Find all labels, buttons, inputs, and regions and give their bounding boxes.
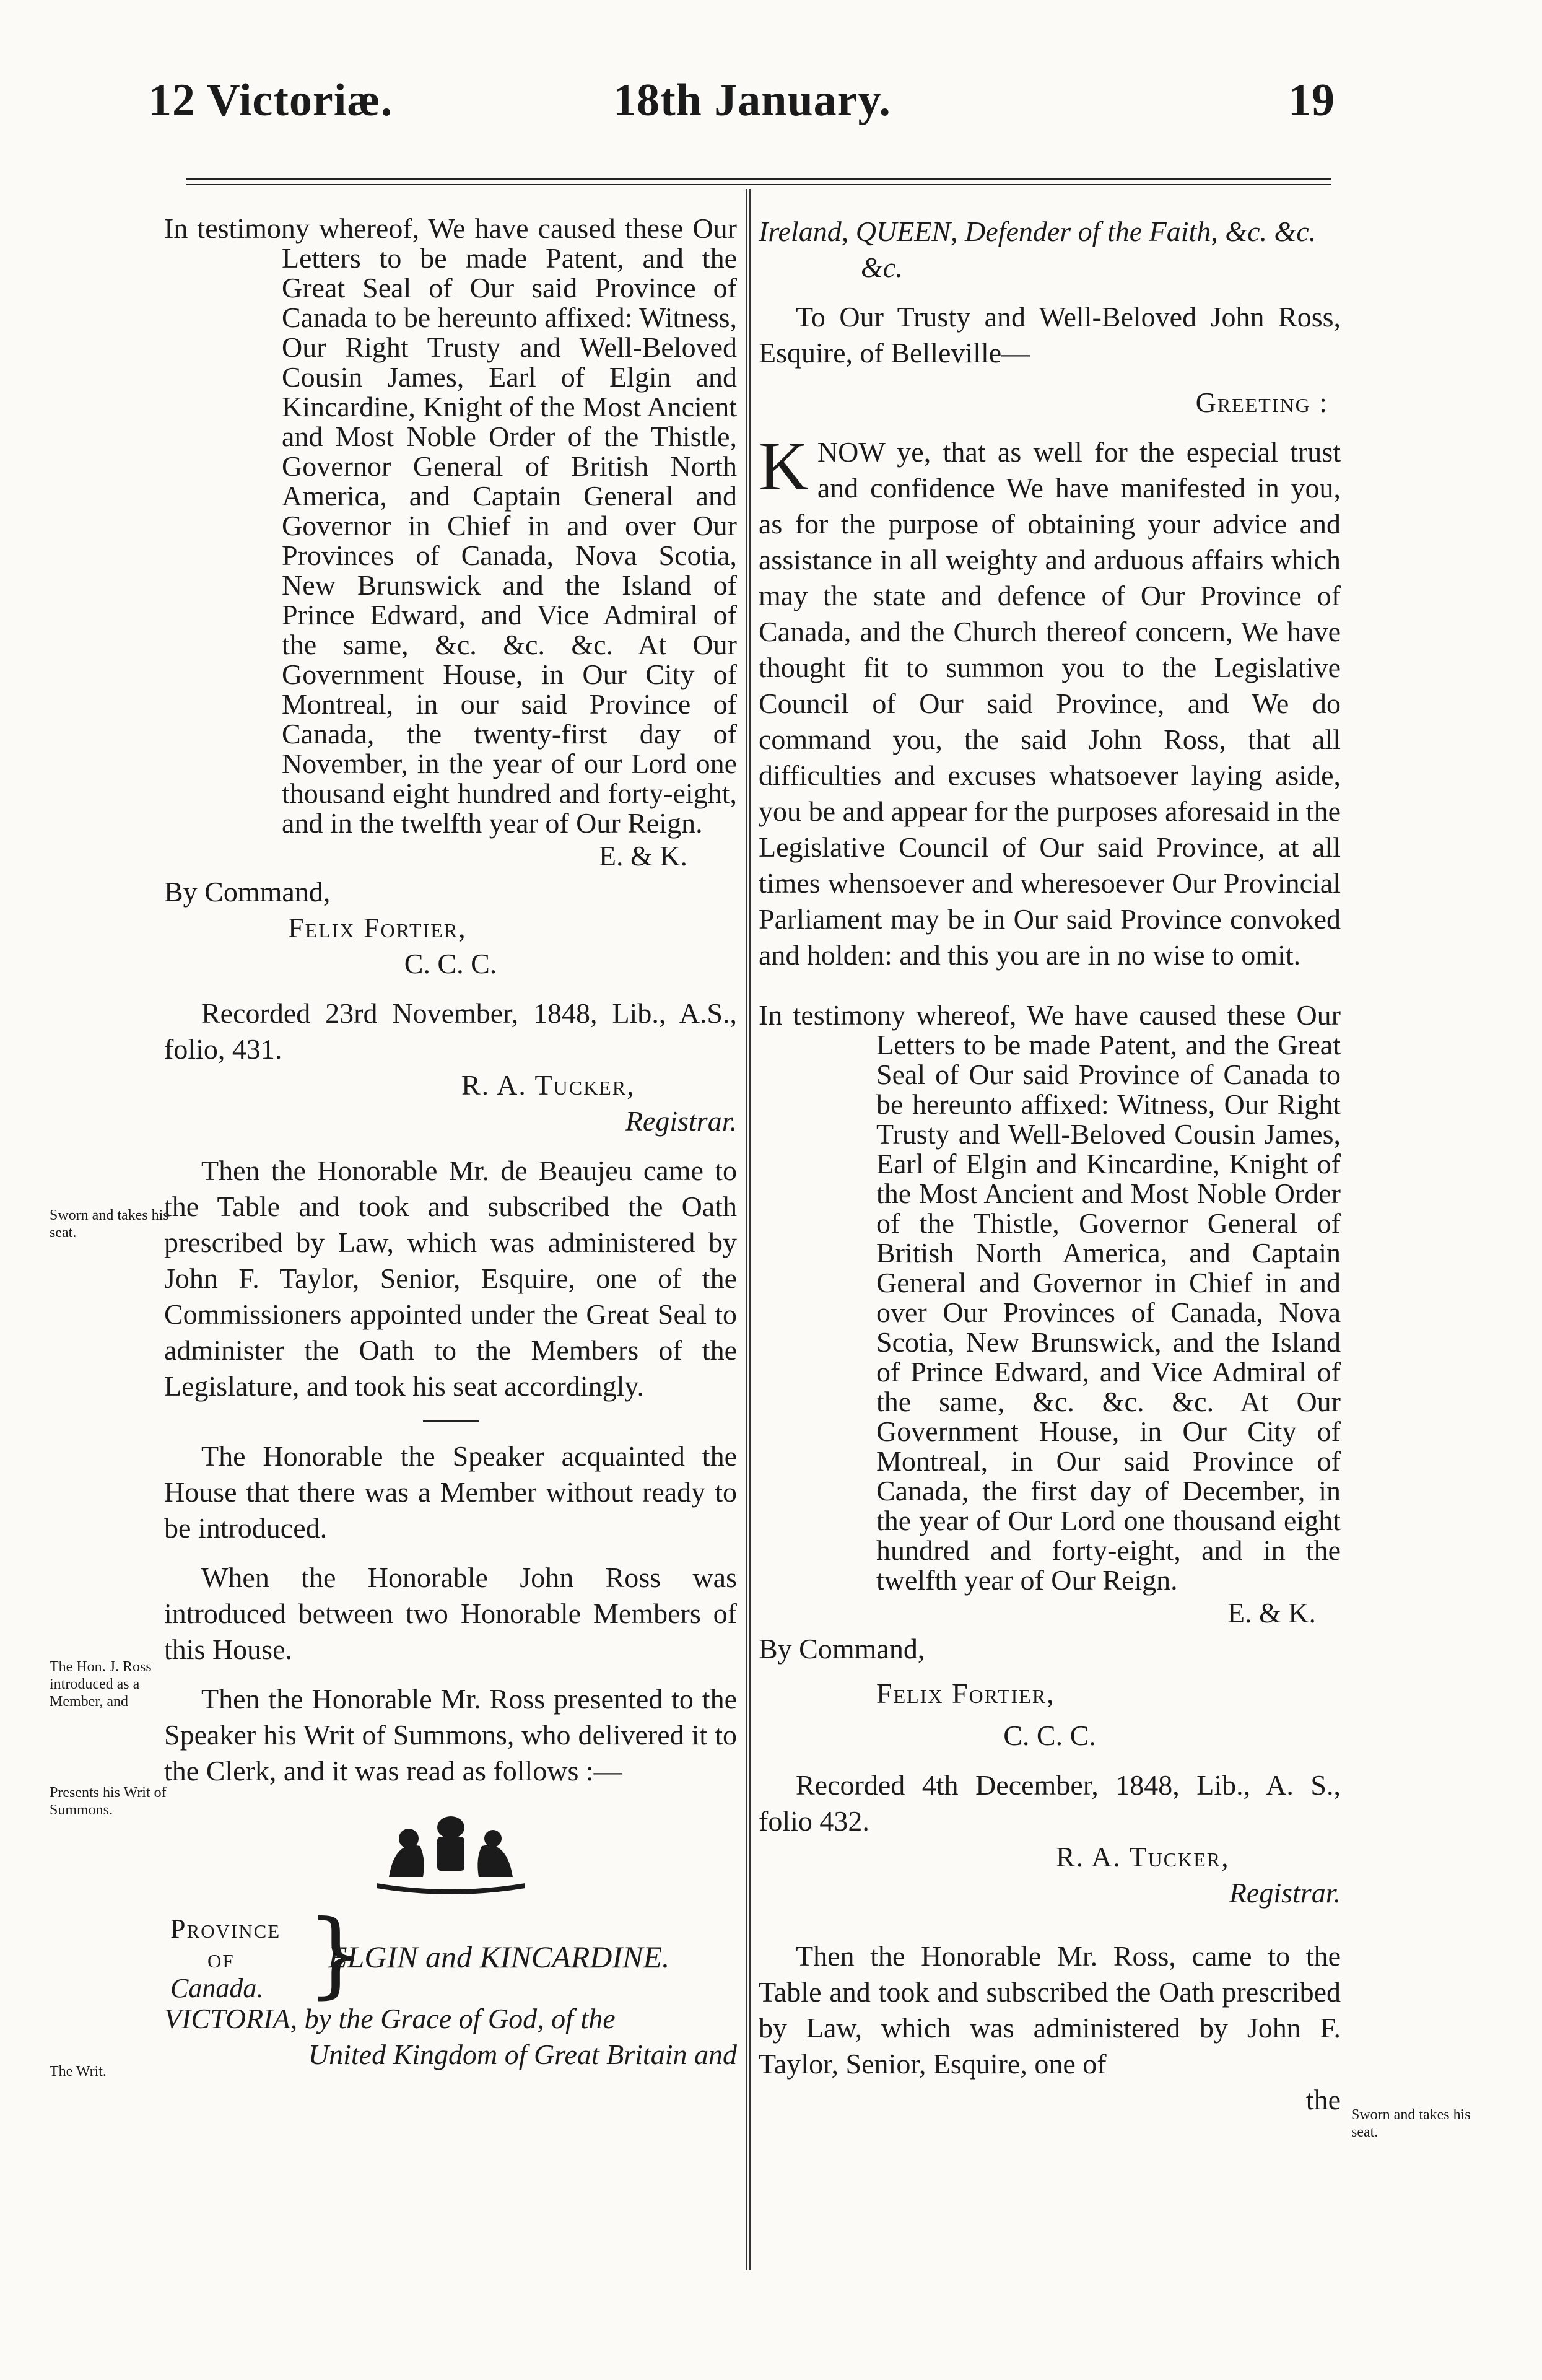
writ-heading (164, 1901, 737, 2008)
royal-coat-of-arms-image (352, 1803, 550, 1896)
section-divider (423, 1420, 479, 1422)
signatory-name: Felix Fortier, (288, 912, 467, 943)
writ-victoria-line-2: United Kingdom of Great Britain and (308, 2039, 737, 2070)
margin-note-the-writ: The Writ. (50, 2063, 107, 2080)
page-number: 19 (1288, 75, 1335, 126)
testimony-body: these Our Letters to be made Patent, and the Great Seal of Our said Province of Canada to be hereunto affixed: Witness, Our Right Trusty and Well-Beloved Cousin James, Earl of Elgin and Kincardine, Knight of the Most Ancient and Most Noble Order of the Thistle, Governor General of British North America, and Captain General and Governor in Chief in and over Our Provinces of Canada, Nova Scotia, New Brunswick and the Island of Prince Edward, and Vice Admiral of the same, &c. &c. &c. At Our Government House, in Our City of Montreal, in our said Province of Canada, the twenty-first day of November, in the year of our Lord one thousand eight hundred and forty-eight, and in the twelfth year of Our Reign. (282, 212, 737, 839)
by-command: By Command, (759, 1633, 925, 1665)
writ-elgin-kincardine: ELGIN and KINCARDINE. (328, 1940, 670, 1974)
testimony-first-line: In testimony whereof, We have caused (759, 999, 1217, 1031)
writ-know-ye-paragraph (759, 428, 1341, 973)
recorded-note: Recorded 23rd November, 1848, Lib., A.S., folio, 431. (164, 997, 737, 1065)
testimony-body: these Our Letters to be made Patent, and the Great Seal of Our said Province of Canada to be hereunto affixed: Witness, Our Right Trusty and Well-Beloved Cousin James, Earl of Elgin and Kincardine, Knight of the Most Ancient and Most Noble Order of the Thistle, Governor General of British North America, and Captain General and Governor in Chief in and over Our Provinces of Canada, Nova Scotia, New Brunswick, and the Island of Prince Edward, and Vice Admiral of the same, &c. &c. &c. At Our Government House, in Our City of Montreal, in Our said Province of Canada, the first day of December, in the year of Our Lord one thousand eight hundred and forty-eight, and in the twelfth year of Our Reign. (876, 999, 1341, 1596)
paragraph-ross-introduced: When the Honorable John Ross was introduced between two Honorable Members of this House. (164, 1562, 737, 1665)
writ-ireland-queen: Ireland, QUEEN, Defender of the Faith, &c. &c. &c. (759, 216, 1317, 283)
running-head-date: 18th January. (613, 75, 891, 126)
paragraph-ross-sworn: Then the Honorable Mr. Ross, came to the Table and took and subscribed the Oath prescribed by Law, which was administered by John F. Taylor, Senior, Esquire, one of (759, 1940, 1341, 2080)
registrar-title: Registrar. (625, 1105, 737, 1137)
signatory-title: C. C. C. (404, 948, 497, 979)
catchword: the (1305, 2084, 1341, 2115)
initials-ek: E. & K. (1227, 1597, 1316, 1629)
initials-ek: E. & K. (598, 840, 687, 872)
page-header (0, 74, 1542, 149)
margin-note-presents-writ: Presents his Writ of Summons. (50, 1785, 167, 1818)
running-head-regnal-year: 12 Victoriæ. (149, 75, 393, 126)
registrar-title: Registrar. (1229, 1877, 1341, 1909)
margin-note-sworn-right: Sworn and takes his seat. (1351, 2107, 1471, 2140)
brace-glyph: } (307, 1901, 366, 2008)
testimony-paragraph-right (759, 1000, 1341, 1595)
writ-know-ye-body: NOW ye, that as well for the especial trust and confidence We have manifested in you, as for the purpose of obtaining your advice and assistance in all weighty and arduous affairs which may the state and defence of Our Province of Canada, and the Church thereof concern, We have thought fit to summon you to the Legislative Council of Our said Province, and We do command you, the said John Ross, that all difficulties and excuses whatsoever laying aside, you be and appear for the purposes aforesaid in the Legislative Council of Our said Province, at all times whensoever and wheresoever Our Provincial Parliament may be in Our said Province convoked and holden: and this you are in no wise to omit. (759, 436, 1341, 971)
paragraph-beaujeu-sworn: Then the Honorable Mr. de Beaujeu came to the Table and took and subscribed the Oath prescribed by Law, which was administered by John F. Taylor, Senior, Esquire, one of the Commissioners appointed under the Great Seal to administer the Oath to the Members of the Legislature, and took his seat accordingly. (164, 1155, 737, 1402)
left-column (164, 214, 737, 2073)
header-double-rule (186, 178, 1331, 185)
paragraph-ross-presents-writ: Then the Honorable Mr. Ross presented to the Speaker his Writ of Summons, who delivered it to the Clerk, and it was read as follows :— (164, 1683, 737, 1787)
column-divider (746, 189, 751, 2270)
paragraph-speaker-acquainted: The Honorable the Speaker acquainted the House that there was a Member without ready to be introduced. (164, 1440, 737, 1544)
margin-note-sworn: Sworn and takes his seat. (50, 1207, 169, 1241)
signatory-name: Felix Fortier, (876, 1678, 1055, 1709)
writ-addressee: To Our Trusty and Well-Beloved John Ross, Esquire, of Belleville— (759, 301, 1341, 369)
by-command: By Command, (164, 876, 331, 908)
testimony-paragraph-left (164, 214, 737, 838)
margin-note-ross-introduced: The Hon. J. Ross introduced as a Member, and (50, 1659, 152, 1710)
writ-victoria-line-1: VICTORIA, by the Grace of God, of the (164, 2003, 616, 2034)
testimony-first-line: In testimony whereof, We have caused (164, 212, 616, 244)
drop-cap-k: K (759, 428, 809, 505)
signatory-title: C. C. C. (1003, 1720, 1096, 1751)
recorded-note: Recorded 4th December, 1848, Lib., A. S., folio 432. (759, 1769, 1341, 1837)
registrar-name: R. A. Tucker, (1056, 1841, 1230, 1873)
writ-greeting: Greeting : (1195, 387, 1328, 418)
registrar-name: R. A. Tucker, (461, 1069, 635, 1101)
writ-province-label: Province of Canada. (170, 1914, 281, 2003)
right-column (759, 214, 1341, 2118)
